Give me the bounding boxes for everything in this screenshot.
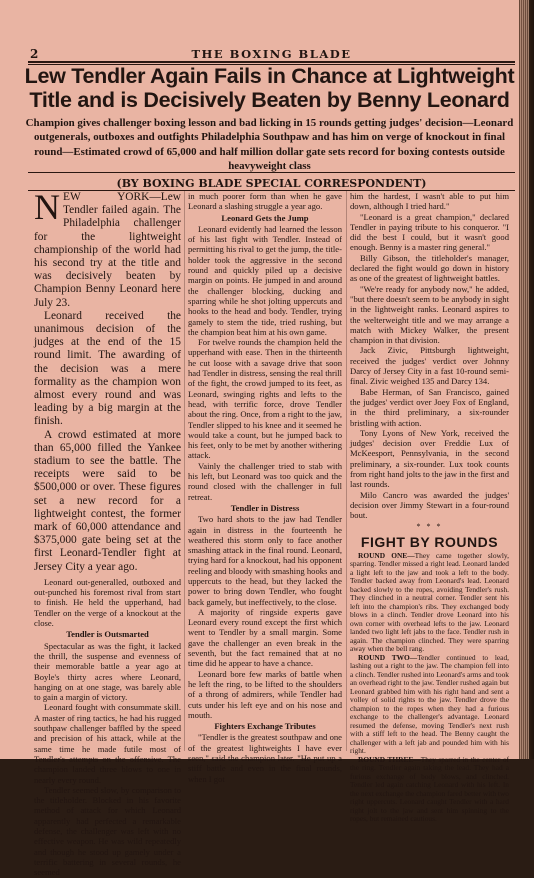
drop-cap: N [34, 187, 60, 227]
subheading: Fighters Exchange Tributes [214, 721, 316, 732]
paragraph: Leonard fought with consummate skill. A master of ring tactics, he had his rugged southpaw challenger baffled by the speed and precision of his attack, while at the same time he made futile most of Tendler's attempts on the offensive. The champion landed three blows to one in nearly every round. [34, 702, 181, 785]
paragraph: Milo Cancro was awarded the judges' decision over Jimmy Stewart in a four-round bout. [350, 489, 509, 521]
running-head [30, 47, 513, 61]
lead-section [34, 187, 181, 574]
lead-paragraph [34, 187, 181, 310]
masthead: THE BOXING BLADE [191, 47, 352, 61]
paragraph: "We're ready for anybody now," he added, "but there doesn't seem to be anybody in sight in the lightweight ranks. Leonard aspires to the welterweight title and we may arrange a match with Mickey Walker, the present champion in that division. [350, 283, 509, 346]
paragraph: Leonard received the unanimous decision of the judges at the end of the 15 round limit. The awarding of the decision was a mere formality as the champion won almost every round and was leading by a big margin at the finish. [34, 309, 181, 428]
round-paragraph [350, 552, 509, 654]
paragraph: Babe Herman, of San Francisco, gained the judges' verdict over Joey Fox of England, in the third preliminary, a six-rounder bristling with action. [350, 386, 509, 428]
paragraph: Leonard bore few marks of battle when he left the ring, to be lifted to the shoulders of a throng of admirers, while Tendler had cuts under his left eye and on his nose and mouth. [188, 668, 342, 720]
paragraph: Leonard out-generalled, outboxed and out-punched his foremost rival from start to finish. He held the upperhand, had Tendler on the verge of a knockout at the close. [34, 576, 181, 629]
section-stars: * * * [416, 521, 443, 531]
column-divider-2 [346, 191, 347, 751]
lead-text: EW YORK—Lew Tendler failed again. The Philadelphia challenger for the lightweight championship of the world had his second try at the title and was decisively beaten by Champion Benny Leonard here July 23. [34, 191, 181, 309]
round-label: ROUND ONE— [358, 550, 415, 560]
round-text: They sparred in the center of the ring. Tendler again taking the lead. They had a furious exchange of body blows, and clinched. Tendler led again catching Leonard with his left. In the next exchange the champion fared better with two right uppercuts. Leonard caught Tendler with a hard right jolt to the jaw and sent him spinning to the ropes, but remained cautious. [350, 754, 509, 824]
subheading: Tendler in Distress [230, 502, 300, 513]
article-column-2 [188, 191, 342, 784]
paragraph: Jack Zivic, Pittsburgh lightweight, received the judges' verdict over Johnny Darcy of Jersey City in a fast 10-round semi-final. Zivic weighed 135 and Darcy 134. [350, 345, 509, 387]
top-rule-thick [28, 61, 515, 63]
paragraph: Spectacular as was the fight, it lacked the thrill, the suspense and evenness of their memorable battle a year ago at Boyle's thirty acres where Leonard, hanging on at one stage, was barely able to gain a margin of victory. [34, 640, 181, 703]
sidebar-heading: FIGHT BY ROUNDS [360, 533, 499, 550]
paragraph: him the hardest, I wasn't able to put him down, although I tried hard." [350, 191, 509, 212]
paragraph: "Leonard is a great champion," declared Tendler in paying tribute to his conqueror. "I did the best I could, but it wasn't good enough. Benny is a master ring general." [350, 211, 509, 253]
column-divider-1 [184, 191, 185, 751]
round-paragraph [350, 654, 509, 756]
headline: Lew Tendler Again Fails in Chance at Lightweight Title and is Decisively Beaten by Benny Leonard [24, 64, 515, 112]
paragraph: Leonard evidently had learned the lesson of his last fight with Tendler. Instead of permitting his rival to get the jump, the title-holder took the aggressive in the second round and quickly piled up a decisive margin on points. He jumped in and around the challenger blocking, ducking and sparring while he shot jolting uppercuts and hooks to the head and body. Tendler, trying gamely to stem the tide, tried rushing, but the champion beat him at his own game. [188, 223, 342, 337]
paragraph: A majority of ringside experts gave Leonard every round except the first which went to Tendler by a small margin. Some gave the challenger an even break in the seventh, but the fact remained that at no time did he appear to have a chance. [188, 606, 342, 669]
paragraph: A crowd estimated at more than 65,000 filled the Yankee stadium to see the battle. The receipts were said to be $500,000 or over. These figures set a new record for a lightweight contest, the former mark of 60,000 attendance and $375,000 gate being set at the first Leonard-Tendler fight at Jersey City a year ago. [34, 428, 181, 573]
round-paragraph [350, 756, 509, 824]
round-label: ROUND THREE— [358, 754, 421, 764]
page-edge [519, 0, 534, 759]
paragraph: "Tendler is the greatest southpaw and one of the greatest lightweights I have ever seen," said the champion later. "He put up a stiff battle and even in the final rounds, when I got [188, 732, 342, 784]
byline-rule-top [28, 172, 515, 173]
paragraph: in much poorer form than when he gave Leonard a slashing struggle a year ago. [188, 191, 342, 212]
article-column-3 [350, 191, 509, 824]
subheading: Tendler is Outsmarted [66, 629, 149, 640]
round-text: They came together slowly, sparring. Tendler missed a right lead. Leonard landed a light left to the jaw and took a left to the body. Tendler backed away from Leonard's lead. Leonard backed slowly to the ropes, avoiding Tendler's rush. They clinched in a neutral corner. Tendler sent his left into the champion's ribs. They exchanged body blows in a clinch. Tendler drove Leonard into his own corner with overhead lefts to the jaw. Leonard landed two light left jabs to the face. Tendler rush in again. The champion clinched. They were sparring away when the bell rang. [350, 550, 509, 654]
page-stack [520, 0, 529, 759]
paragraph: Vainly the challenger tried to stab with his left, but Leonard was too quick and the round closed with the challenger in full retreat. [188, 460, 342, 502]
paragraph: For twelve rounds the champion held the upperhand with ease. Then in the thirteenth he cut loose with a savage drive that soon had Tendler in distress, sensing the real thrill of the fight, the crowd jumped to its feet, as Leonard, swinging rights and lefts to the head, with terrific force, drove Tendler about the ring. Once, from a right to the jaw, Tendler slipped to his knee and it seemed he would take a count, but he jumped back to his feet, only to be met by another withering attack. [188, 337, 342, 461]
paragraph: Billy Gibson, the titleholder's manager, declared the fight would go down in history as one of the greatest of lightweight battles. [350, 252, 509, 284]
round-label: ROUND TWO— [358, 652, 418, 662]
deck-subheadline: Champion gives challenger boxing lesson and bad licking in 15 rounds getting judges' decision—Leonard outgenerals, outboxes and outfights Philadelphia Southpaw and has him on verge of knockout in final round—Estimated crowd of 65,000 and half million dollar gate sets record for boxing contests outside heavyweight class [25, 117, 514, 173]
paragraph: Tendler seemed slow, by comparison to the titleholder. Blocked in his favorite method of attack for which Leonard apparently had perfected a remarkable defense, the challenger was left with no effective weapon. He was wild repeatedly and though he stood up gamely under a terrific battering in several rounds, he seemed [34, 784, 181, 878]
round-text: Tendler continued to lead, lashing out a right to the jaw. The champion fell into a clinch. Tendler rushed into Leonard's arms and took an overhead right to the jaw. Tendler rushed again but Leonard grabbed him with his right hand and sent a volley of solid rights to the jaw. Tendler drove the champion to the ropes when they had a furious exchange to the challenger's advantage. Leonard resumed the defense, moving Tendler's next rush with a stiff left to the head. The Benny caught the challenger with a left jab and pounded him with his right. [350, 652, 509, 756]
article-column-1 [34, 187, 181, 878]
paragraph: Tony Lyons of New York, received the judges' decision over Freddie Lux of McKeesport, Pennsylvania, in the second preliminary, a six-rounder. Lux took counts from right hand jolts to the jaw in the first and last rounds. [350, 427, 509, 490]
subheading: Leonard Gets the Jump [221, 212, 309, 223]
page-number: 2 [30, 47, 39, 61]
rounds-section [350, 552, 509, 824]
byline: (BY BOXING BLADE SPECIAL CORRESPONDENT) [116, 177, 427, 190]
paragraph: Two hard shots to the jaw had Tendler again in distress in the fourteenth he weathered this storm only to face another smashing attack in the final round. Leonard, trying hard for a knockout, had his opponent reeling and bloody with smashing hooks and uppercuts to the head, but they lacked the power to bring down Tendler, who fought back gamely, but ineffectively, to the close. [188, 514, 342, 607]
